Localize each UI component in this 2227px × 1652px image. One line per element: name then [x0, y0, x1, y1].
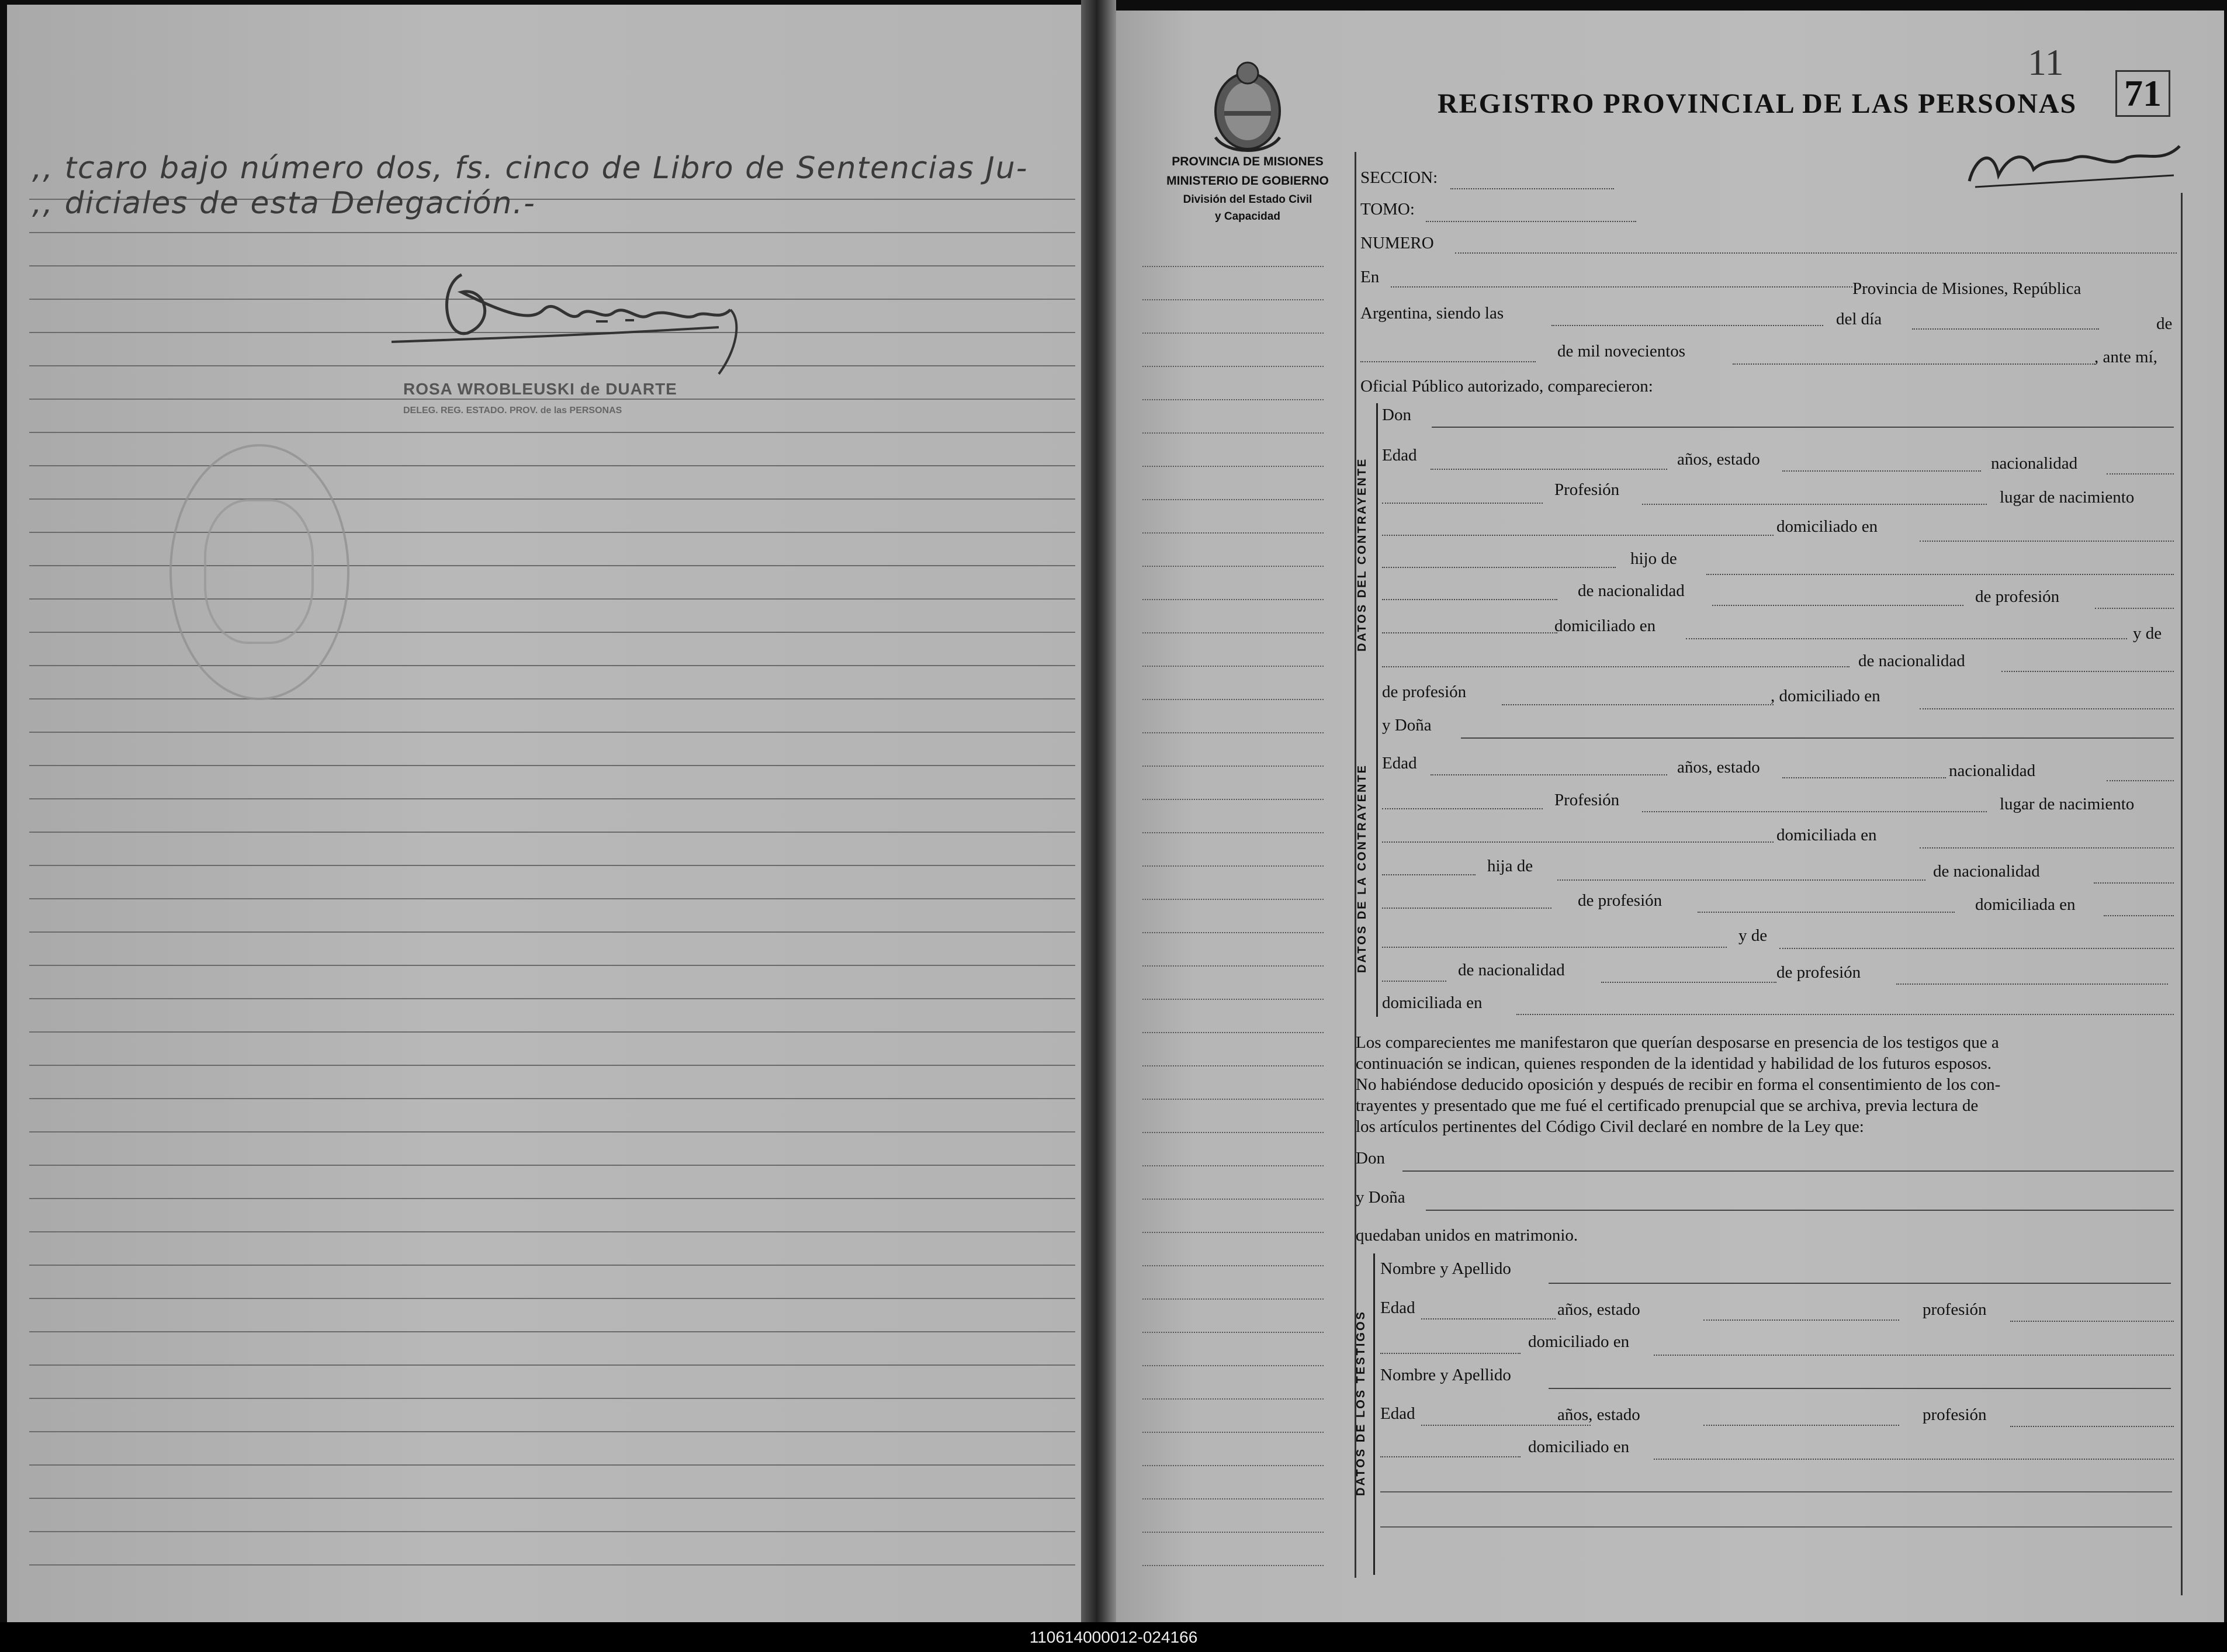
estado-t2-field[interactable] [1703, 1425, 1899, 1426]
ruled-line [29, 1331, 1075, 1332]
dom-t1-label: domiciliado en [1528, 1332, 1630, 1351]
margin-dotted-line [1142, 1365, 1324, 1366]
ruled-line [29, 798, 1075, 799]
en-label: En [1360, 268, 1380, 286]
tomo-field[interactable] [1426, 221, 1636, 222]
padre2-field[interactable] [1382, 599, 1557, 600]
argentina-text: Argentina, siendo las [1360, 304, 1504, 323]
ruled-line [29, 1065, 1075, 1066]
padre-field[interactable] [1706, 574, 2174, 575]
margin-dotted-line [1142, 1032, 1324, 1033]
nombre2-label: Nombre y Apellido [1380, 1366, 1511, 1384]
prof-t1-label: profesión [1923, 1300, 1987, 1319]
lugar-nac2-label: lugar de nacimiento [2000, 795, 2135, 813]
margin-dotted-line [1142, 532, 1324, 534]
de-nacionalidad-b2-label: de nacionalidad [1458, 961, 1565, 979]
margin-dotted-line [1142, 865, 1324, 867]
margin-dotted-line [1142, 1332, 1324, 1333]
ruled-line [29, 399, 1075, 400]
en-field[interactable] [1391, 286, 1852, 288]
margin-dotted-line [1142, 1532, 1324, 1533]
folio-number: 71 [2115, 70, 2170, 117]
ruled-line [29, 1231, 1075, 1232]
madre-field[interactable] [1382, 666, 1850, 667]
de-nacionalidad2-label: de nacionalidad [1858, 652, 1965, 670]
ruled-line [29, 1531, 1075, 1532]
ruled-line [29, 1031, 1075, 1033]
coat-of-arms-icon [1204, 56, 1291, 152]
tomo-label: TOMO: [1360, 200, 1415, 219]
ruled-line [29, 232, 1075, 233]
margin-dotted-line [1142, 1432, 1324, 1433]
domiciliada-label: domiciliada en [1776, 826, 1877, 844]
margin-dotted-line [1142, 666, 1324, 667]
emblem-ministry: MINISTERIO DE GOBIERNO [1166, 174, 1329, 188]
hija-de-label: hija de [1487, 857, 1533, 875]
edad-t1-label: Edad [1380, 1298, 1415, 1317]
registry-title: REGISTRO PROVINCIAL DE LAS PERSONAS [1438, 88, 2077, 119]
ruled-line [29, 698, 1075, 699]
margin-dotted-line [1142, 499, 1324, 500]
margin-dotted-line [1142, 766, 1324, 767]
numero-label: NUMERO [1360, 234, 1434, 252]
domicilio-field[interactable] [1920, 541, 2174, 542]
book-gutter [1081, 0, 1116, 1630]
margin-dotted-line [1142, 566, 1324, 567]
handwritten-line-1: ‚‚ tcaro bajo número dos, fs. cinco de Libro de Sentencias Ju- [32, 151, 1028, 186]
ruled-line [29, 1564, 1075, 1566]
testigos-extra-line-2[interactable] [1380, 1526, 2172, 1528]
paragraph-line-1: Los comparecientes me manifestaron que querían desposarse en presencia de los testigos que a [1356, 1033, 1999, 1052]
nac-cont-field[interactable] [1382, 503, 1543, 504]
dia-field[interactable] [1912, 328, 2099, 330]
paragraph-line-2: continuación se indican, quienes responden de la identidad y habilidad de los futuros esposos. [1356, 1054, 1992, 1073]
padre-prof2-field[interactable] [1382, 632, 1557, 633]
margin-dotted-line [1142, 1132, 1324, 1133]
ruled-line [29, 1364, 1075, 1366]
ruled-line [29, 1198, 1075, 1199]
ruled-line [29, 1431, 1075, 1432]
hijo-pre-field[interactable] [1382, 567, 1616, 568]
dom-t1-pre-field[interactable] [1380, 1353, 1521, 1354]
margin-dotted-line [1142, 965, 1324, 967]
right-border-rule [2181, 193, 2183, 1595]
union-dona-field[interactable] [1426, 1210, 2174, 1211]
edad2-label: Edad [1382, 754, 1417, 773]
margin-dotted-line [1142, 266, 1324, 267]
prof-t2-field[interactable] [2010, 1426, 2174, 1427]
dona-field[interactable] [1461, 737, 2174, 739]
nombre2-field[interactable] [1549, 1388, 2171, 1389]
paragraph-line-3: No habiéndose deducido oposición y después de recibir en forma el consentimiento de los con- [1356, 1075, 2001, 1094]
anos-t1-label: años, estado [1557, 1300, 1640, 1319]
quedaban-text: quedaban unidos en matrimonio. [1356, 1226, 1578, 1245]
contrayente-side-label: DATOS DEL CONTRAYENTE [1356, 457, 1369, 652]
edad-t2-field[interactable] [1421, 1425, 1591, 1426]
emblem-province: PROVINCIA DE MISIONES [1172, 155, 1324, 168]
testigos-side-label: DATOS DE LOS TESTIGOS [1355, 1310, 1367, 1496]
madre-b-field[interactable] [1779, 948, 2174, 949]
padre-b-prof-field[interactable] [1698, 912, 1955, 913]
margin-dotted-line [1142, 1165, 1324, 1166]
edad-label: Edad [1382, 446, 1417, 465]
padre-nac-field[interactable] [1712, 605, 1963, 606]
union-dona-label: y Doña [1356, 1188, 1405, 1207]
nombre1-field[interactable] [1549, 1283, 2171, 1284]
domiciliado-en2-label: domiciliado en [1554, 617, 1656, 635]
margin-dotted-line [1142, 1199, 1324, 1200]
edad2-field[interactable] [1431, 774, 1667, 775]
nac2-cont-field[interactable] [1382, 808, 1543, 809]
margin-dotted-line [1142, 432, 1324, 434]
stamp-title: DELEG. REG. ESTADO. PROV. de las PERSONAS [403, 406, 622, 415]
margin-dotted-line [1142, 632, 1324, 633]
lugar-field[interactable] [1382, 535, 1774, 536]
ruled-line [29, 865, 1075, 866]
madre-nac-field[interactable] [2001, 671, 2174, 672]
official-seal [169, 444, 349, 700]
padre-b-dom-field[interactable] [2104, 915, 2174, 916]
nombre1-label: Nombre y Apellido [1380, 1259, 1511, 1278]
domiciliado-label: domiciliado en [1776, 517, 1878, 536]
edad-t2-label: Edad [1380, 1404, 1415, 1423]
margin-dotted-line [1142, 1232, 1324, 1233]
madre-b-prof-field[interactable] [1896, 983, 2168, 985]
margin-dotted-line [1142, 999, 1324, 1000]
de-profesion-b-label: de profesión [1578, 891, 1663, 910]
de-profesion-label: de profesión [1975, 587, 2060, 606]
ruled-line [29, 1498, 1075, 1499]
padre-b-field[interactable] [1557, 879, 1925, 881]
edad-t1-field[interactable] [1421, 1318, 1556, 1319]
seccion-field[interactable] [1450, 188, 1614, 189]
ruled-line [29, 765, 1075, 766]
provincia-text: Provincia de Misiones, República [1852, 279, 2081, 298]
margin-dotted-line [1142, 1498, 1324, 1499]
contrayente-bracket [1376, 403, 1378, 719]
estado-field[interactable] [1782, 470, 1981, 472]
padre-b-nac-field[interactable] [2094, 882, 2174, 884]
nacionalidad-field[interactable] [2107, 473, 2174, 475]
margin-dotted-line [1142, 399, 1324, 400]
margin-dotted-line [1142, 832, 1324, 833]
initials-scribble [1963, 134, 2186, 199]
ruled-line [29, 998, 1075, 999]
contrayenta-side-label: DATOS DE LA CONTRAYENTE [1356, 764, 1369, 973]
ruled-line [29, 1165, 1075, 1166]
margin-dotted-line [1142, 1099, 1324, 1100]
margin-dotted-line [1142, 1065, 1324, 1066]
ruled-line [29, 1298, 1075, 1299]
de-nacionalidad-b-label: de nacionalidad [1933, 862, 2040, 881]
ruled-line [29, 931, 1075, 933]
lugar-nac-label: lugar de nacimiento [2000, 488, 2135, 507]
dom-t2-label: domiciliado en [1528, 1438, 1630, 1456]
nacionalidad2-field[interactable] [2107, 780, 2174, 781]
numero-field[interactable] [1455, 252, 2177, 254]
domiciliada-en2-label: domiciliada en [1975, 895, 2076, 914]
del-dia-label: del día [1836, 310, 1882, 328]
margin-dotted-line [1142, 599, 1324, 600]
ruled-line [29, 1464, 1075, 1466]
madre-b2-field[interactable] [1382, 981, 1446, 982]
paragraph-line-5: los artículos pertinentes del Código Civil declaré en nombre de la Ley que: [1356, 1117, 1864, 1136]
margin-dotted-line [1142, 1265, 1324, 1266]
contrayenta-bracket [1376, 719, 1378, 1017]
padre-dom-field[interactable] [1686, 638, 2127, 639]
de-profesion-b2-label: de profesión [1776, 963, 1861, 982]
ruled-line [29, 832, 1075, 833]
emblem-division: División del Estado Civil [1183, 193, 1312, 206]
ruled-line [29, 665, 1075, 666]
de-profesion2-label: de profesión [1382, 683, 1467, 701]
ruled-line [29, 432, 1075, 433]
oficial-text: Oficial Público autorizado, comparecieron: [1360, 377, 1653, 396]
profesion2-field[interactable] [1642, 811, 1987, 812]
domicilio2-field[interactable] [1920, 847, 2174, 848]
testigos-bracket [1373, 1253, 1375, 1575]
margin-dotted-line [1142, 1465, 1324, 1466]
profesion-label: Profesión [1554, 480, 1620, 499]
de-mil-label: de mil novecientos [1557, 342, 1686, 361]
hija-pre-field[interactable] [1382, 874, 1476, 875]
estado-t1-field[interactable] [1703, 1319, 1899, 1321]
profesion-field[interactable] [1642, 504, 1987, 505]
margin-dotted-line [1142, 466, 1324, 467]
margin-dotted-line [1142, 799, 1324, 800]
padre-prof-field[interactable] [2095, 608, 2174, 609]
madre-b-nac-field[interactable] [1601, 982, 1776, 983]
y-de-b-label: y de [1738, 926, 1768, 945]
don-field[interactable] [1432, 427, 2174, 428]
paragraph-line-4: trayentes y presentado que me fué el certificado prenupcial que se archiva, previa lectura de [1356, 1096, 1979, 1115]
ruled-line [29, 1265, 1075, 1266]
y-dona-label: y Doña [1382, 716, 1432, 735]
ruled-line [29, 732, 1075, 733]
margin-dotted-line [1142, 1398, 1324, 1400]
hijo-de-label: hijo de [1630, 549, 1677, 568]
anio-field[interactable] [1733, 363, 2095, 365]
mes-field[interactable] [1360, 361, 1536, 362]
left-page [7, 5, 1097, 1622]
madre-b-dom-field[interactable] [1516, 1014, 2174, 1015]
margin-dotted-line [1142, 366, 1324, 367]
margin-dotted-line [1142, 732, 1324, 733]
padre-b2-field[interactable] [1382, 908, 1551, 909]
nacionalidad2-label: nacionalidad [1949, 761, 2036, 780]
margin-dotted-line [1142, 899, 1324, 900]
anos-t2-label: años, estado [1557, 1405, 1640, 1424]
margin-dotted-line [1142, 299, 1324, 300]
margin-dotted-line [1142, 932, 1324, 933]
nacionalidad-label: nacionalidad [1991, 454, 2078, 473]
union-don-label: Don [1356, 1149, 1385, 1168]
lugar2-field[interactable] [1382, 841, 1774, 843]
anos-estado-label: años, estado [1677, 450, 1760, 469]
de-label: de [2156, 314, 2173, 333]
prof-t2-label: profesión [1923, 1405, 1987, 1424]
dom-t2-pre-field[interactable] [1380, 1456, 1521, 1457]
madre-b-pre-field[interactable] [1382, 947, 1727, 948]
hora-field[interactable] [1551, 325, 1823, 326]
edad-field[interactable] [1431, 469, 1667, 470]
margin-dotted-line [1142, 1565, 1324, 1566]
ruled-line [29, 1131, 1075, 1132]
madre-prof-field[interactable] [1502, 704, 1774, 705]
domiciliado-en3-label: , domiciliado en [1771, 687, 1880, 705]
ruled-line [29, 1098, 1075, 1099]
seccion-label: SECCION: [1360, 168, 1438, 187]
image-id-bar: 110614000012-024166 [0, 1622, 2227, 1652]
dom-t1-field[interactable] [1654, 1355, 2174, 1356]
ante-mi-label: , ante mí, [2094, 348, 2157, 366]
handwritten-line-2: ‚‚ diciales de esta Delegación.- [32, 186, 536, 221]
ruled-line [29, 465, 1075, 466]
anos-estado2-label: años, estado [1677, 758, 1760, 777]
ruled-line [29, 898, 1075, 899]
don-label: Don [1382, 406, 1411, 424]
dom-t2-field[interactable] [1654, 1459, 2174, 1460]
de-nacionalidad-label: de nacionalidad [1578, 581, 1685, 600]
estado2-field[interactable] [1782, 777, 1946, 778]
emblem-capacity: y Capacidad [1215, 210, 1280, 223]
signature [392, 251, 777, 386]
prof-t1-field[interactable] [2010, 1321, 2174, 1322]
margin-dotted-line [1142, 1298, 1324, 1300]
stamp-name: ROSA WROBLEUSKI de DUARTE [403, 380, 677, 398]
margin-dotted-line [1142, 333, 1324, 334]
profesion2-label: Profesión [1554, 791, 1620, 809]
testigos-extra-line-1[interactable] [1380, 1491, 2172, 1492]
madre-dom-field[interactable] [1920, 708, 2174, 709]
margin-dotted-line [1142, 699, 1324, 700]
y-de-label: y de [2133, 624, 2162, 643]
ruled-line [29, 965, 1075, 966]
ruled-line [29, 1398, 1075, 1399]
domiciliada-en3-label: domiciliada en [1382, 993, 1483, 1012]
union-don-field[interactable] [1402, 1170, 2174, 1172]
page-number: 11 [2028, 41, 2064, 83]
